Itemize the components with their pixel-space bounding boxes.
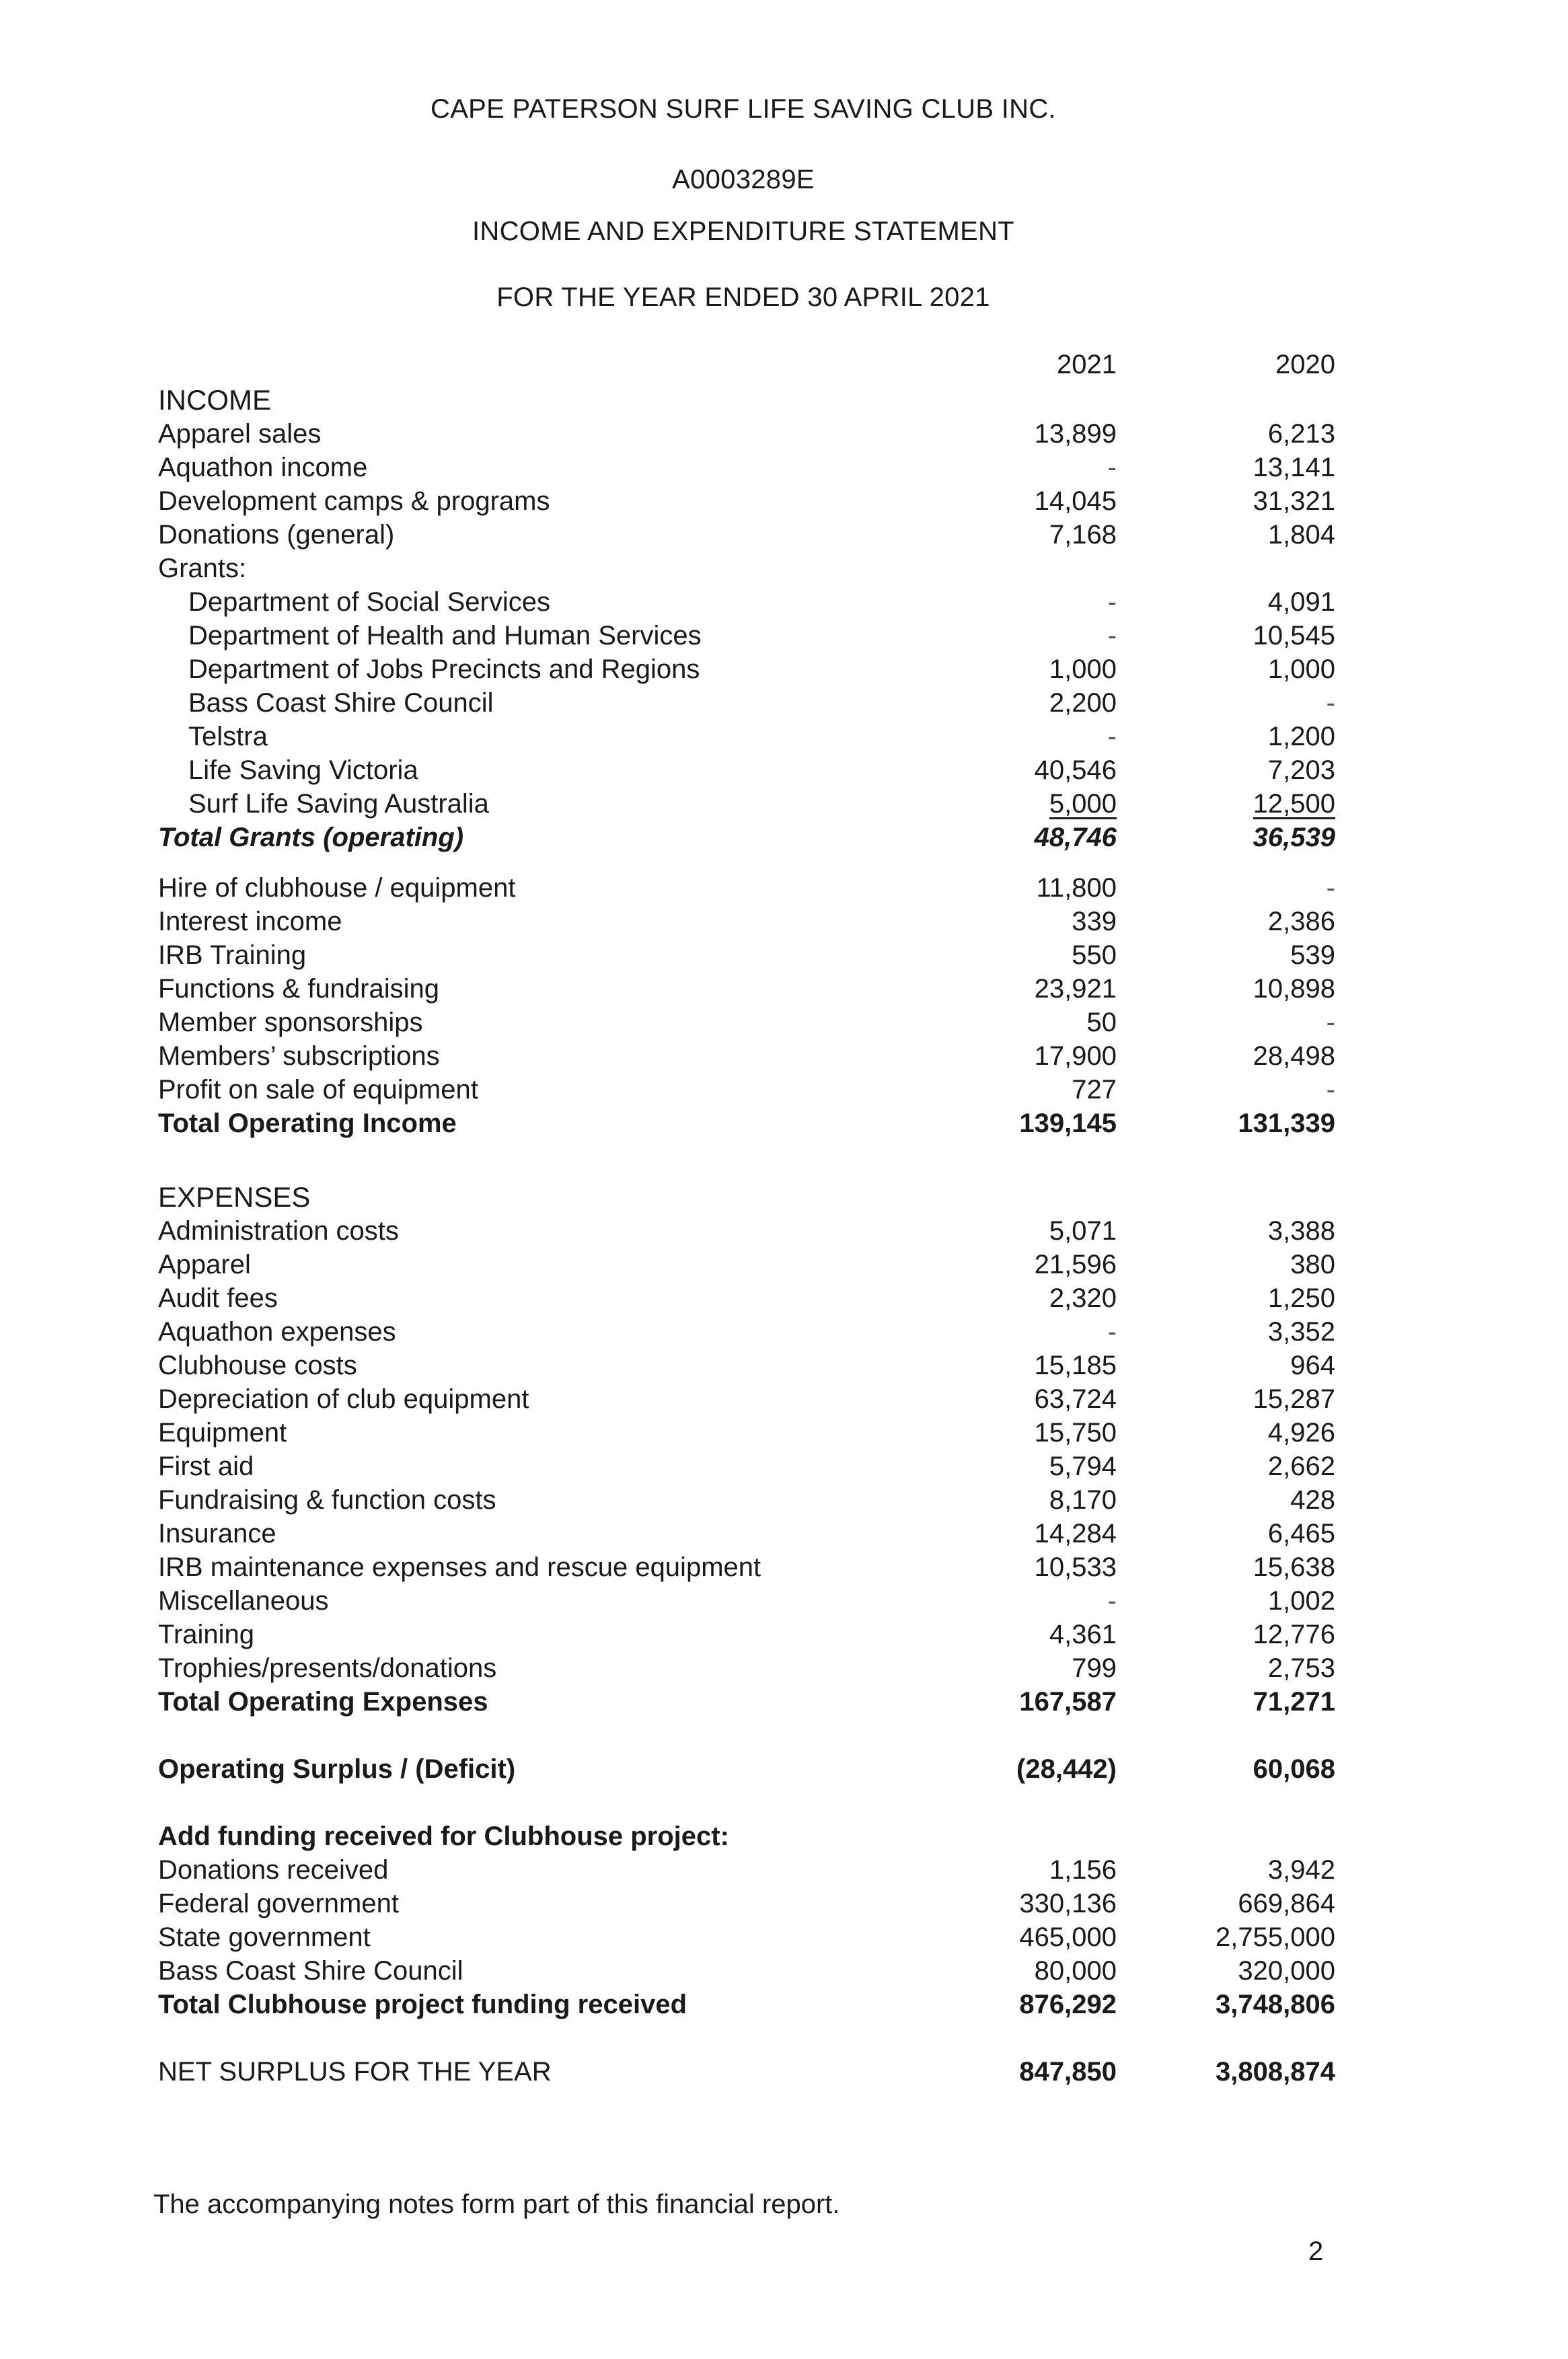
table-row: Audit fees 2,320 1,250 [158, 1283, 1335, 1313]
table-row: Training 4,361 12,776 [158, 1620, 1335, 1649]
grants-heading: Grants: [158, 554, 247, 583]
table-row: Department of Health and Human Services - 10,545 [188, 621, 1335, 650]
table-row: Member sponsorships 50 - [158, 1008, 1335, 1037]
net-surplus-row: NET SURPLUS FOR THE YEAR 847,850 3,808,874 [158, 2057, 1335, 2087]
table-row: IRB Training 550 539 [158, 940, 1335, 970]
expenses-heading: EXPENSES [158, 1181, 311, 1213]
registration-number: A0003289E [672, 165, 815, 194]
table-row: Donations (general) 7,168 1,804 [158, 520, 1335, 550]
table-row: State government 465,000 2,755,000 [158, 1922, 1335, 1952]
footer-note: The accompanying notes form part of this financial report. [153, 2189, 840, 2219]
total-operating-expenses-row: Total Operating Expenses 167,587 71,271 [158, 1687, 1335, 1717]
table-row: Surf Life Saving Australia 5,000 12,500 [188, 789, 1335, 819]
table-row: First aid 5,794 2,662 [158, 1452, 1335, 1481]
table-row: Profit on sale of equipment 727 - [158, 1075, 1335, 1104]
club-name: CAPE PATERSON SURF LIFE SAVING CLUB INC. [431, 94, 1056, 124]
table-row: Department of Social Services - 4,091 [188, 587, 1335, 617]
total-operating-income-row: Total Operating Income 139,145 131,339 [158, 1109, 1335, 1138]
table-row: Federal government 330,136 669,864 [158, 1889, 1335, 1918]
table-row: Insurance 14,284 6,465 [158, 1519, 1335, 1548]
table-row: Donations received 1,156 3,942 [158, 1855, 1335, 1885]
operating-surplus-row: Operating Surplus / (Deficit) (28,442) 60,068 [158, 1754, 1335, 1784]
table-row: Development camps & programs 14,045 31,321 [158, 486, 1335, 516]
page-number: 2 [1308, 2237, 1324, 2266]
table-row: Depreciation of club equipment 63,724 15,287 [158, 1384, 1335, 1414]
income-heading: INCOME [158, 384, 271, 416]
statement-title: INCOME AND EXPENDITURE STATEMENT [472, 217, 1014, 246]
table-row: Interest income 339 2,386 [158, 907, 1335, 936]
statement-table [151, 383, 1349, 2089]
table-row: Fundraising & function costs 8,170 428 [158, 1485, 1335, 1515]
clubhouse-funding-heading: Add funding received for Clubhouse project: [158, 1822, 729, 1851]
table-row: Aquathon income - 13,141 [158, 453, 1335, 482]
table-row: Administration costs 5,071 3,388 [158, 1216, 1335, 1246]
table-row: Aquathon expenses - 3,352 [158, 1317, 1335, 1347]
table-row: Trophies/presents/donations 799 2,753 [158, 1653, 1335, 1683]
table-row: Apparel sales 13,899 6,213 [158, 419, 1335, 449]
table-row: Functions & fundraising 23,921 10,898 [158, 974, 1335, 1004]
column-header-2021: 2021 [1057, 350, 1117, 379]
table-row: IRB maintenance expenses and rescue equipment 10,533 15,638 [158, 1552, 1335, 1582]
table-row: Bass Coast Shire Council 80,000 320,000 [158, 1956, 1335, 1986]
table-row: Members’ subscriptions 17,900 28,498 [158, 1041, 1335, 1071]
total-grants-row: Total Grants (operating) 48,746 36,539 [158, 823, 1335, 852]
table-row: Department of Jobs Precincts and Regions 1,000 1,000 [188, 654, 1335, 684]
total-clubhouse-funding-row: Total Clubhouse project funding received 876,292 3,748,806 [158, 1990, 1335, 2019]
table-row: Miscellaneous - 1,002 [158, 1586, 1335, 1616]
statement-period: FOR THE YEAR ENDED 30 APRIL 2021 [496, 283, 990, 312]
table-row: Apparel 21,596 380 [158, 1250, 1335, 1279]
table-row: Bass Coast Shire Council 2,200 - [188, 688, 1335, 718]
table-row: Telstra - 1,200 [188, 722, 1335, 751]
table-row: Life Saving Victoria 40,546 7,203 [188, 755, 1335, 785]
table-row: Clubhouse costs 15,185 964 [158, 1351, 1335, 1380]
table-row: Hire of clubhouse / equipment 11,800 - [158, 873, 1335, 903]
table-row: Equipment 15,750 4,926 [158, 1418, 1335, 1448]
column-header-2020: 2020 [1275, 350, 1335, 379]
